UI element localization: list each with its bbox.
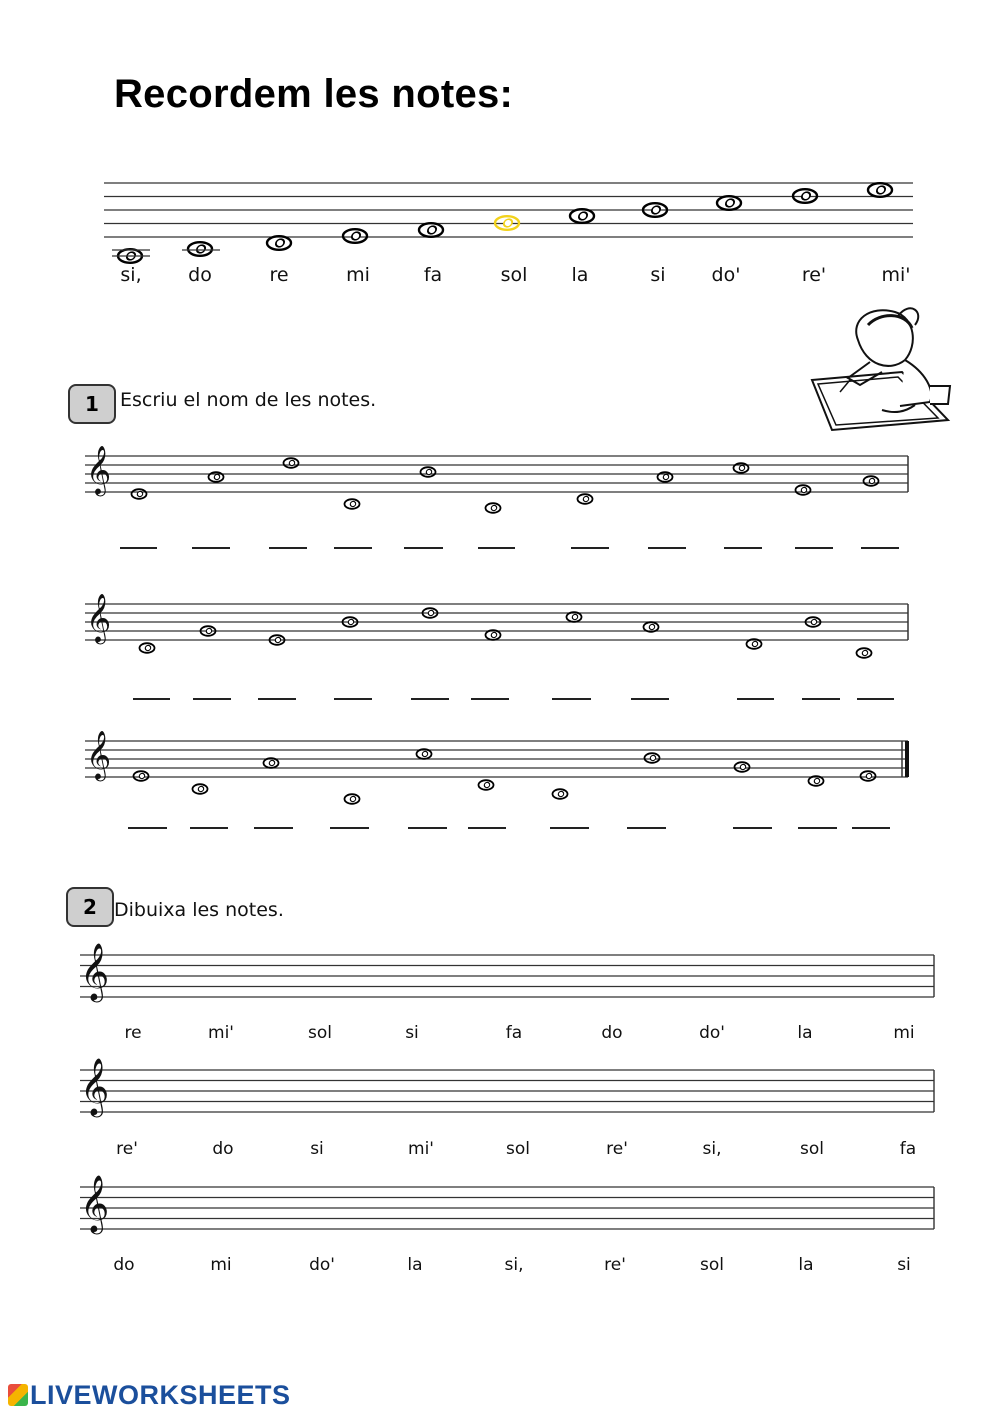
answer-blank[interactable] — [737, 698, 774, 700]
note-name: la — [407, 1255, 423, 1275]
exercise1-note — [486, 503, 501, 513]
exercise1-staves — [85, 446, 908, 804]
note-name: la — [798, 1255, 814, 1275]
note-label: la — [571, 264, 589, 286]
liveworksheets-logo-icon — [8, 1384, 28, 1406]
note-label: fa — [423, 264, 443, 286]
exercise1-note — [864, 476, 879, 486]
answer-blank[interactable] — [798, 827, 837, 829]
answer-blank[interactable] — [733, 827, 772, 829]
page-title: Recordem les notes: — [114, 72, 514, 116]
answer-blank[interactable] — [411, 698, 449, 700]
note-name: do' — [699, 1023, 725, 1043]
exercise1-instruction: Escriu el nom de les notes. — [120, 389, 377, 411]
reference-note — [717, 196, 741, 210]
exercise1-note — [861, 771, 876, 781]
answer-blank[interactable] — [552, 698, 591, 700]
treble-clef-icon: 𝄞 — [86, 446, 112, 496]
exercise2-number-badge: 2 — [66, 887, 114, 927]
note-name: re' — [604, 1255, 626, 1275]
answer-blank[interactable] — [334, 547, 372, 549]
exercise1-note — [345, 794, 360, 804]
footer-brand-text: LIVEWORKSHEETS — [30, 1380, 291, 1410]
exercise1-note — [645, 753, 660, 763]
answer-blank[interactable] — [631, 698, 669, 700]
exercise1-note — [132, 489, 147, 499]
reference-note — [868, 183, 892, 197]
exercise1-note — [553, 789, 568, 799]
note-name: mi' — [408, 1139, 434, 1159]
exercise1-note — [857, 648, 872, 658]
answer-blank[interactable] — [857, 698, 894, 700]
note-label: do — [188, 264, 212, 286]
note-name: mi' — [208, 1023, 234, 1043]
exercise1-note — [140, 643, 155, 653]
exercise1-note — [345, 499, 360, 509]
note-name: mi — [210, 1255, 232, 1275]
answer-blank[interactable] — [334, 698, 372, 700]
girl-writing-illustration — [812, 308, 950, 430]
answer-blank[interactable] — [550, 827, 589, 829]
answer-blank[interactable] — [193, 698, 231, 700]
answer-blank[interactable] — [861, 547, 899, 549]
answer-blank[interactable] — [269, 547, 307, 549]
reference-note — [419, 223, 443, 237]
exercise1-note — [193, 784, 208, 794]
note-name: sol — [506, 1139, 530, 1159]
note-label: do' — [711, 264, 741, 286]
answer-blank[interactable] — [802, 698, 840, 700]
answer-blank[interactable] — [330, 827, 369, 829]
exercise2-staves — [80, 942, 934, 1235]
note-name: sol — [800, 1139, 824, 1159]
exercise1-note — [421, 467, 436, 477]
reference-note — [343, 229, 367, 243]
note-name: sol — [700, 1255, 724, 1275]
answer-blank[interactable] — [571, 547, 609, 549]
note-name: si — [897, 1255, 911, 1275]
exercise1-note — [796, 485, 811, 495]
treble-clef-icon: 𝄞 — [80, 941, 110, 1000]
reference-note — [570, 209, 594, 223]
note-name: do — [601, 1023, 623, 1043]
note-name: do — [212, 1139, 234, 1159]
note-name: si, — [702, 1139, 722, 1159]
note-label: re — [269, 264, 289, 286]
note-name: fa — [505, 1023, 523, 1043]
treble-clef-icon: 𝄞 — [86, 731, 112, 781]
note-label: mi' — [881, 264, 911, 286]
note-label: mi — [346, 264, 370, 286]
answer-blank[interactable] — [468, 827, 506, 829]
answer-blank[interactable] — [852, 827, 890, 829]
answer-blank[interactable] — [471, 698, 509, 700]
exercise1-note — [479, 780, 494, 790]
note-name: fa — [899, 1139, 917, 1159]
answer-blank[interactable] — [627, 827, 666, 829]
note-name: la — [797, 1023, 813, 1043]
answer-blank[interactable] — [128, 827, 167, 829]
answer-blank[interactable] — [133, 698, 170, 700]
note-label: re' — [801, 264, 827, 286]
answer-blank[interactable] — [795, 547, 833, 549]
note-name: re — [124, 1023, 142, 1043]
answer-blank[interactable] — [192, 547, 230, 549]
treble-clef-icon: 𝄞 — [80, 1056, 110, 1115]
note-name: do' — [309, 1255, 335, 1275]
note-name: do — [113, 1255, 135, 1275]
note-name: sol — [308, 1023, 332, 1043]
answer-blank[interactable] — [120, 547, 157, 549]
note-name: si — [405, 1023, 419, 1043]
note-name: si, — [504, 1255, 524, 1275]
reference-note — [267, 236, 291, 250]
exercise1-note — [284, 458, 299, 468]
treble-clef-icon: 𝄞 — [86, 594, 112, 644]
answer-blank[interactable] — [258, 698, 296, 700]
reference-note — [188, 242, 212, 256]
answer-blank[interactable] — [408, 827, 447, 829]
answer-blank[interactable] — [478, 547, 515, 549]
footer-brand[interactable] — [8, 1380, 291, 1411]
answer-blank[interactable] — [648, 547, 686, 549]
note-label: si — [650, 264, 666, 286]
answer-blank[interactable] — [724, 547, 762, 549]
reference-staff — [104, 183, 913, 263]
answer-blank[interactable] — [404, 547, 443, 549]
exercise1-note — [735, 762, 750, 772]
note-name: mi — [893, 1023, 915, 1043]
answer-blank[interactable] — [254, 827, 293, 829]
note-label: sol — [500, 264, 528, 286]
note-name: re' — [606, 1139, 628, 1159]
exercise1-note — [134, 771, 149, 781]
note-label: si, — [120, 264, 142, 286]
note-name: si — [310, 1139, 324, 1159]
exercise1-number-badge: 1 — [68, 384, 116, 424]
treble-clef-icon: 𝄞 — [80, 1173, 110, 1232]
exercise1-note — [578, 494, 593, 504]
answer-blank[interactable] — [190, 827, 228, 829]
exercise2-instruction: Dibuixa les notes. — [114, 899, 284, 921]
note-name: re' — [116, 1139, 138, 1159]
